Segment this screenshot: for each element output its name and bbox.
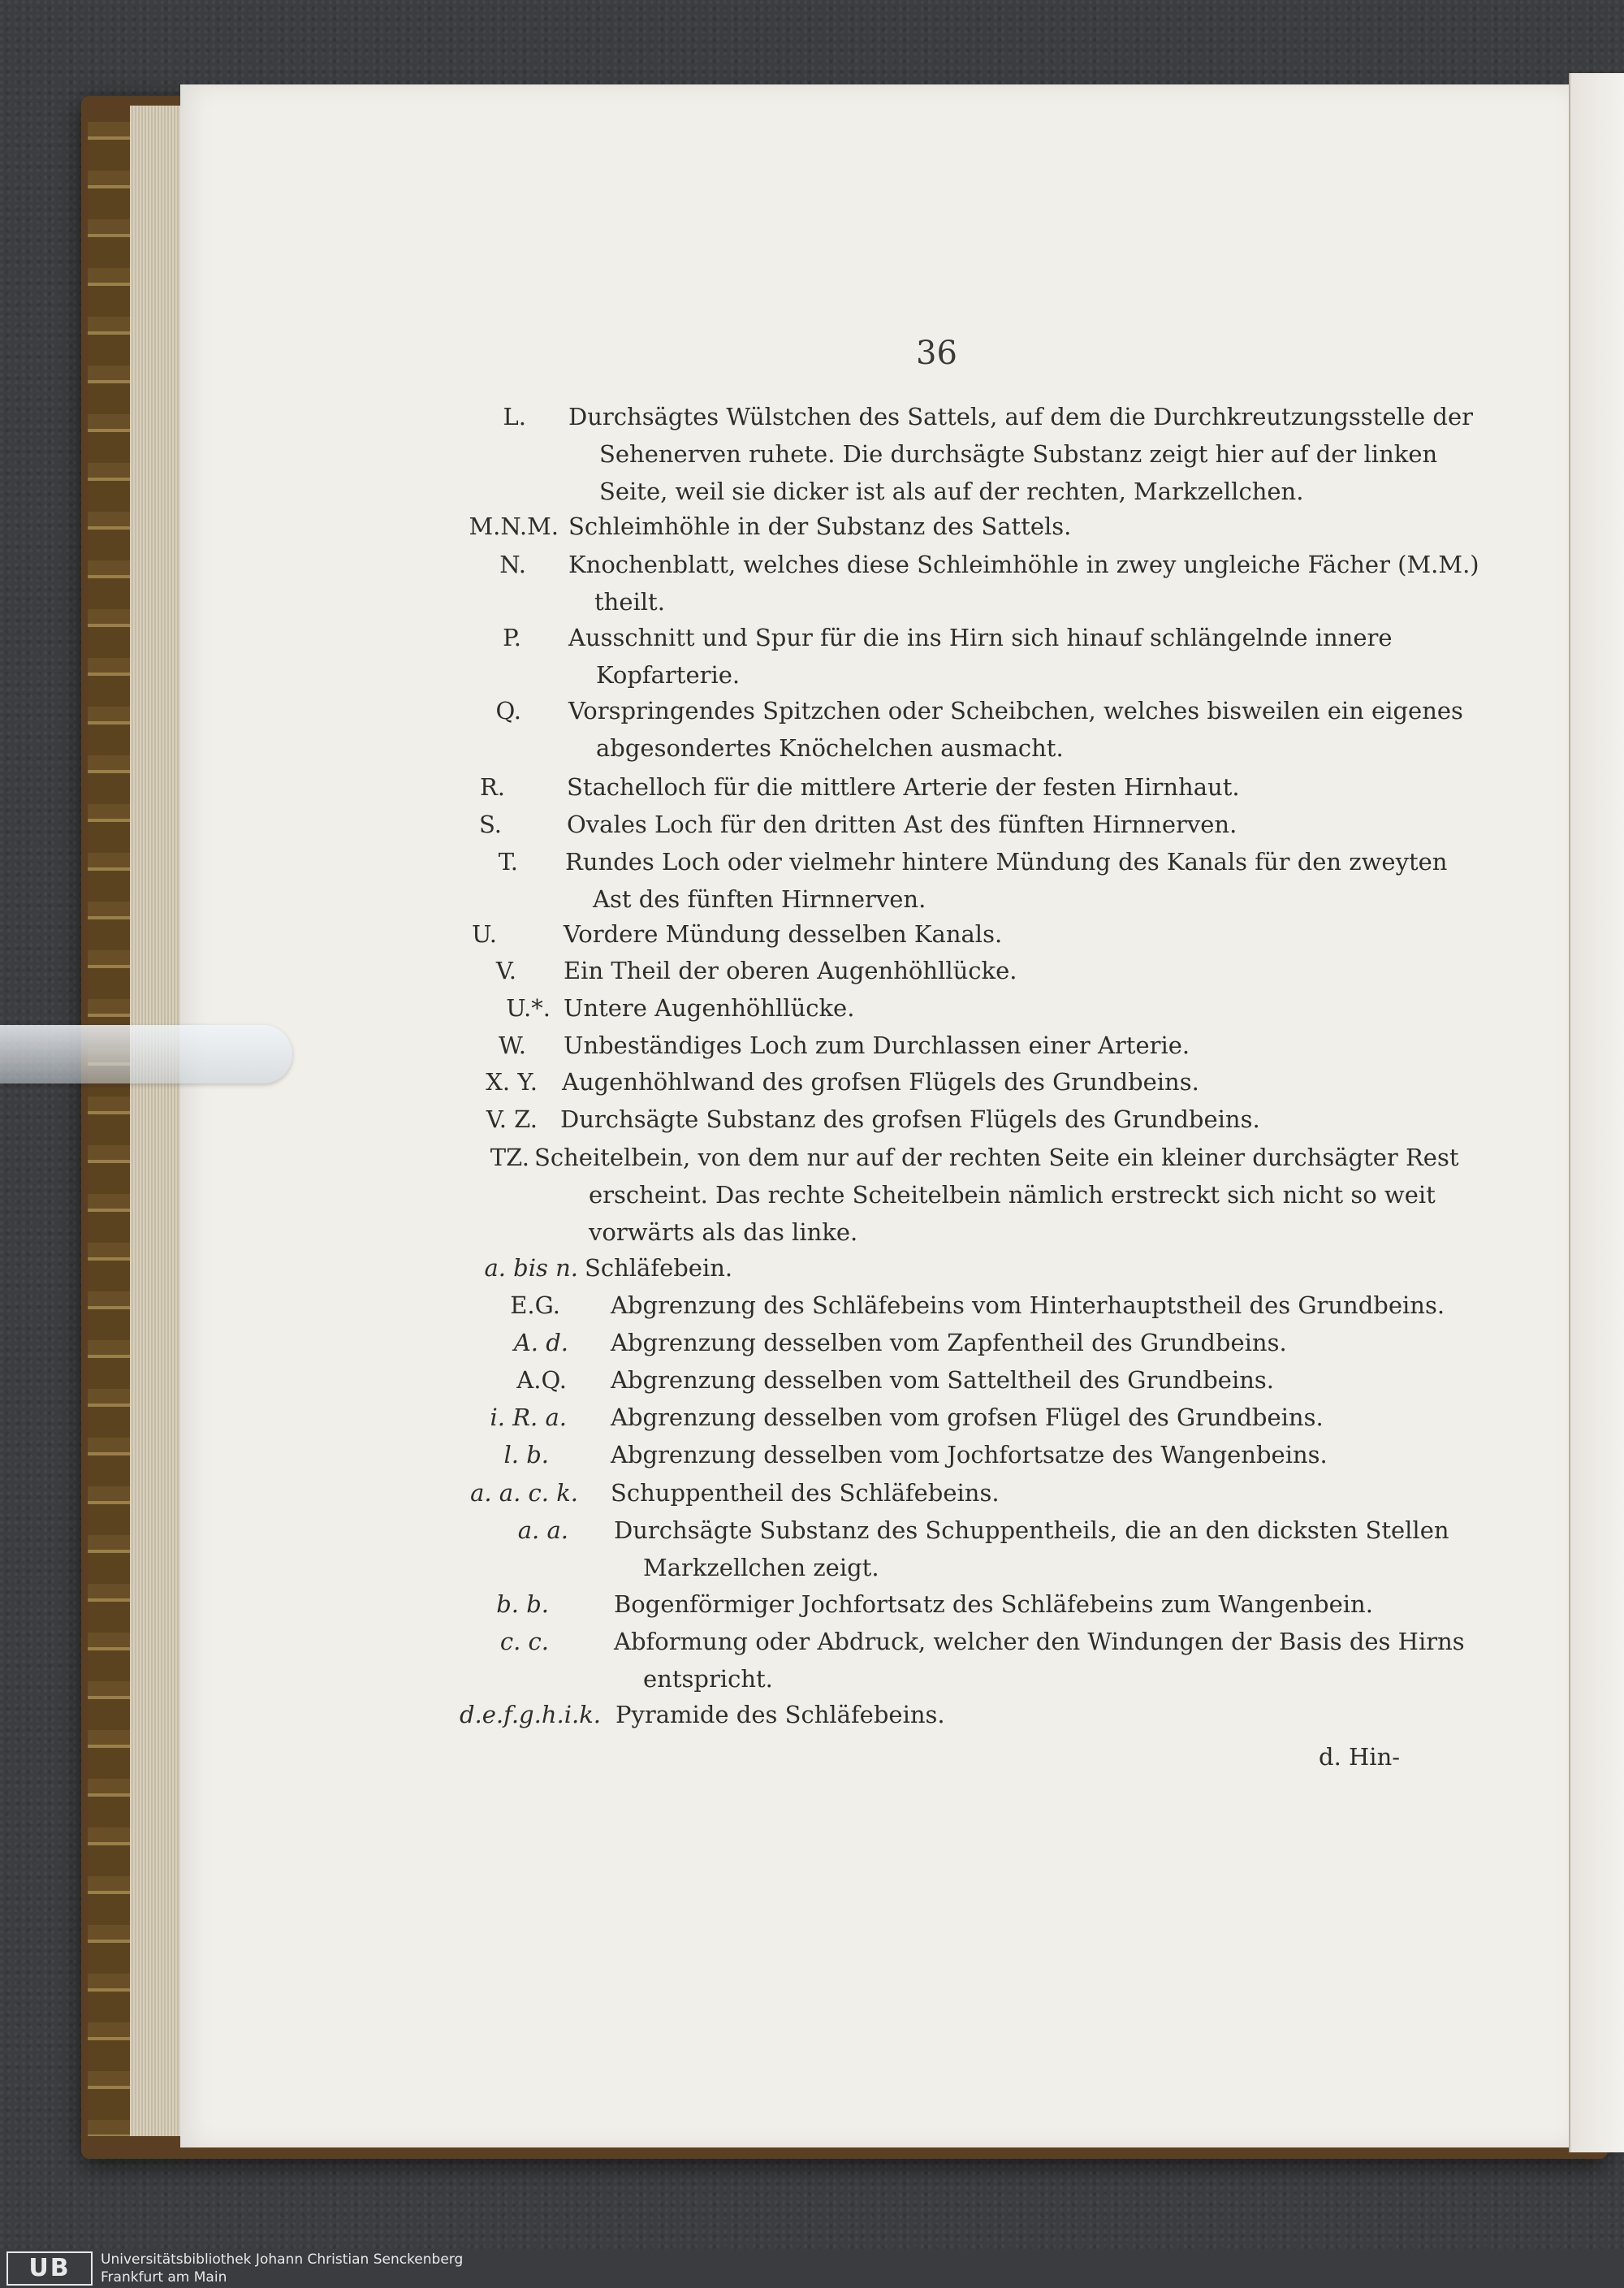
page-number: 36 — [916, 335, 957, 372]
plastic-page-holder — [0, 1025, 292, 1083]
entry-continuation-line: vorwärts als das linke. — [589, 1218, 858, 1246]
entry-label: l. b. — [503, 1441, 549, 1468]
entry-label: i. R. a. — [490, 1404, 567, 1431]
entry-description: Untere Augenhöhllücke. — [564, 994, 855, 1022]
entry-description: Ovales Loch für den dritten Ast des fünften Hirnnerven. — [567, 811, 1237, 838]
entry-label: T. — [498, 848, 518, 876]
entry-label: a. bis n. — [484, 1254, 578, 1282]
entry-description: Schläfebein. — [585, 1254, 733, 1282]
entry-label: L. — [503, 403, 526, 430]
entry-label: W. — [499, 1032, 526, 1059]
footer-library-city: Frankfurt am Main — [101, 2269, 227, 2286]
entry-label: N. — [499, 551, 526, 578]
catchword: d. Hin- — [1319, 1743, 1401, 1771]
entry-description: Abformung oder Abdruck, welcher den Windungen der Basis des Hirns — [614, 1628, 1465, 1655]
entry-description: Scheitelbein, von dem nur auf der rechten Seite ein kleiner durchsägter Rest — [534, 1144, 1459, 1171]
entry-description: Vordere Mündung desselben Kanals. — [564, 920, 1003, 948]
entry-continuation-line: theilt. — [594, 588, 665, 616]
entry-label: A.Q. — [516, 1366, 567, 1394]
entry-label: S. — [478, 811, 502, 838]
entry-continuation-line: abgesondertes Knöchelchen ausmacht. — [596, 734, 1064, 762]
right-page-edge — [1569, 73, 1624, 2152]
entry-description: Bogenförmiger Jochfortsatz des Schläfebeins zum Wangenbein. — [614, 1590, 1373, 1618]
entry-description: Durchsägtes Wülstchen des Sattels, auf dem die Durchkreutzungsstelle der — [568, 403, 1474, 430]
entry-description: Abgrenzung desselben vom Satteltheil des Grundbeins. — [611, 1366, 1275, 1394]
entry-description: Pyramide des Schläfebeins. — [615, 1701, 945, 1728]
ub-logo: UB — [6, 2251, 93, 2286]
entry-label: c. c. — [499, 1628, 549, 1655]
gilt-spine-decoration — [88, 122, 136, 2136]
entry-description: Durchsägte Substanz des grofsen Flügels des Grundbeins. — [560, 1105, 1260, 1133]
entry-description: Schleimhöhle in der Substanz des Sattels. — [568, 513, 1072, 540]
entry-continuation-line: erscheint. Das rechte Scheitelbein nämlich erstreckt sich nicht so weit — [589, 1181, 1436, 1209]
entry-description: Stachelloch für die mittlere Arterie der festen Hirnhaut. — [567, 773, 1240, 801]
entry-label: a. a. — [517, 1516, 568, 1544]
entry-description: Abgrenzung desselben vom grofsen Flügel des Grundbeins. — [611, 1404, 1324, 1431]
entry-label: b. b. — [496, 1590, 549, 1618]
entry-description: Vorspringendes Spitzchen oder Scheibchen, welches bisweilen ein eigenes — [568, 697, 1463, 724]
entry-label: V. Z. — [486, 1105, 538, 1133]
entry-continuation-line: Ast des fünften Hirnnerven. — [593, 885, 926, 913]
entry-description: Ausschnitt und Spur für die ins Hirn sich hinauf schlängelnde innere — [568, 624, 1393, 651]
entry-label: R. — [479, 773, 505, 801]
entry-continuation-line: entspricht. — [643, 1665, 773, 1693]
entry-label: U. — [472, 920, 497, 948]
entry-label: TZ. — [490, 1144, 529, 1171]
entry-description: Schuppentheil des Schläfebeins. — [611, 1479, 1000, 1507]
entry-description: Abgrenzung desselben vom Zapfentheil des Grundbeins. — [611, 1329, 1287, 1356]
entry-label: V. — [495, 957, 516, 984]
entry-description: Augenhöhlwand des grofsen Flügels des Grundbeins. — [562, 1068, 1199, 1096]
entry-label: a. a. c. k. — [470, 1479, 578, 1507]
entry-description: Ein Theil der oberen Augenhöhllücke. — [564, 957, 1017, 984]
entry-continuation-line: Sehenerven ruhete. Die durchsägte Substanz zeigt hier auf der linken — [599, 440, 1438, 468]
entry-description: Abgrenzung desselben vom Jochfortsatze des Wangenbeins. — [611, 1441, 1328, 1468]
entry-label: E.G. — [510, 1291, 560, 1319]
entry-continuation-line: Markzellchen zeigt. — [643, 1554, 879, 1581]
entry-description: Abgrenzung des Schläfebeins vom Hinterhauptstheil des Grundbeins. — [611, 1291, 1445, 1319]
entry-description: Rundes Loch oder vielmehr hintere Mündung des Kanals für den zweyten — [565, 848, 1448, 876]
entry-description: Knochenblatt, welches diese Schleimhöhle in zwey ungleiche Fächer (M.M.) — [568, 551, 1479, 578]
entry-label: A. d. — [513, 1329, 568, 1356]
entry-label: Q. — [495, 697, 521, 724]
entry-continuation-line: Kopfarterie. — [596, 661, 741, 689]
entry-continuation-line: Seite, weil sie dicker ist als auf der rechten, Markzellchen. — [599, 478, 1304, 505]
entry-description: Unbeständiges Loch zum Durchlassen einer Arterie. — [564, 1032, 1190, 1059]
entry-label: M.N.M. — [469, 513, 559, 540]
entry-label: P. — [503, 624, 521, 651]
entry-description: Durchsägte Substanz des Schuppentheils, die an den dicksten Stellen — [614, 1516, 1449, 1544]
entry-label: X. Y. — [486, 1068, 538, 1096]
footer-library-name: Universitätsbibliothek Johann Christian Senckenberg — [101, 2251, 464, 2268]
entry-label: U.*. — [506, 994, 551, 1022]
entry-label: d.e.f.g.h.i.k. — [459, 1701, 601, 1728]
